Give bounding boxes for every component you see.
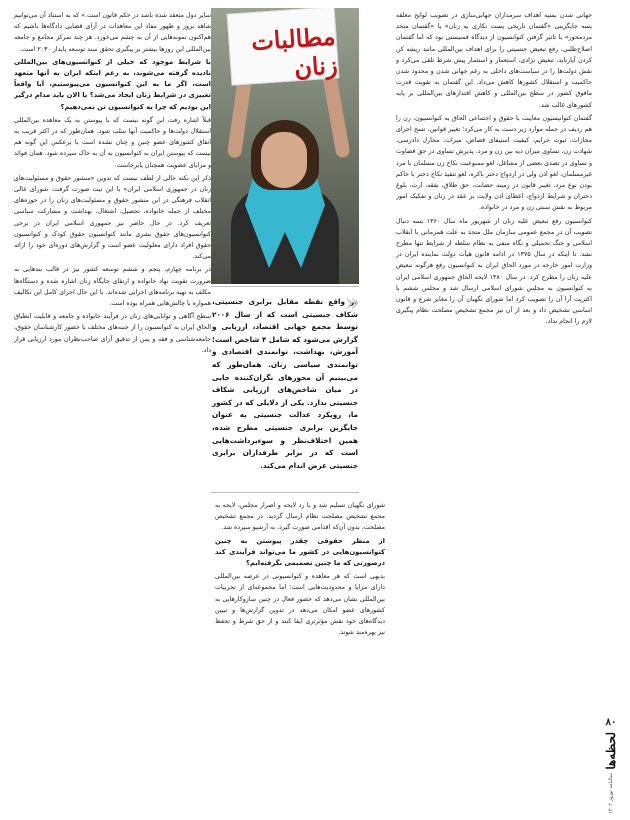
protest-sign-text: مطالبات زنان bbox=[250, 21, 339, 83]
paragraph: جهانی شدن بسیه اهداف سرمداران جهانی‌سازی در تصویب لوایح مغلقه بسه جایگزینی «گفتمان تاریخی پست نکاری به زنان» یا «گفتمان متحد مردمحور» با تاثیر گرفتن کنوانسیون از دیدگاه فمنیستی بود که اما گفتمان اصلاح‌طلبی، رفع تبعیض جنسیتی را برای اهداف بین‌المللی مانند ریشه کن کردن آپارتاید، تبعیض نژادی، استعمار و استثمار پیش شرط تلقی می‌کرد و نقش دولت‌ها را در سیاست‌های داخلی به رغم جهانی شدن و محدود شدن حاکمیت و استقلال کشورها کاهش می‌داد. این گفتمان به تقویت قدرت مافوق کشور در سطح بین‌المللی و کاهش اقتدارهای بین‌المللی بر پایه کشورهای غالب شد. bbox=[396, 12, 592, 109]
interview-question: از منظر حقوقی چقدر پیوستن به چنین کنوانسیون‌هایی در کشور ما می‌تواند فرآیندی کند درصورتی که ما چنین تصمیمی نگرفته‌ایم؟ bbox=[215, 536, 385, 568]
paragraph: کنوانسیون رفع تبعیض علیه زنان از شهریور ماه سال ۱۳۶۰ بسه دنبال تصویب آن در مجمع عمومی سازمان ملل متحد به علت همزمانی با انقلاب اسلامی و جنگ تحمیلی و نگاه منفی به نظام سلطه از شرایط تنها مطرح نشد. تا اینکه در سال ۱۳۷۵ در ادامه قانون هیأت دولت نماینده ایران در وزارت امور خارجه در مورد الحاق ایران به کنوانسیون رفع هرگونه تبعیض علیه زنان را مطرح کرد. در سال ۱۳۸۰ لایحه الحاق جمهوری اسلامی ایران به کنوانسیون به مجلس شورای اسلامی ارسال شد و مجلس ششم با اکثریت آرا آن را تصویب کرد اما شورای نگهبان آن را مغایر شرع و قانون اساسی تشخیص داد و بعد از آن نیز مجمع تشخیص مصلحت نظام پیگیری لازم را انجام نداد. bbox=[396, 217, 592, 326]
middle-column bbox=[215, 500, 385, 800]
pull-quote-text: در واقع نقطه مقابل برابری جنسیتی، شکاف جنسیتی است که از سال ۲۰۰۶ توسط مجمع جهانی اقتصاد، ارزیابی و گزارش می‌شود که شامل ۴ شاخص است؛ آموزش، بهداشت، توانمندی اقتصادی و توانمندی سیاسی زنان. همان‌طور که می‌بینیم آن محورهای نگران‌کننده جایی در میان شاخص‌های ارزیابی شکاف جنسیتی ندارد. یکی از دلایلی که در کشور ما، رویکرد عدالت جنسیتی به عنوان جایگزین برابری جنسیتی مطرح شده، همین اختلاف‌نظر و سوءبرداشت‌هایی است که در برابر طرفداران برابری جنسیتی عرض اندام می‌کند. bbox=[212, 297, 358, 470]
magazine-logo: لحظه‌ها bbox=[604, 731, 618, 770]
divider-top bbox=[211, 286, 359, 287]
paragraph: شورای نگهبان تسلیم شد و با رد لایحه و اصرار مجلس، لایحه به مجمع تشخیص مصلحت نظام ارسال گردید. در مجمع تشخیص مصلحت، بدون آن‌که اقدامی صورت گیرد، به آرشیو سپرده شد. bbox=[215, 502, 385, 532]
paragraph: در برنامه چهارم، پنجم و ششم توسعه کشور نیز در قالب بندهایی به ضرورت تقویت نهاد خانواده و ارتقای جایگاه زنان اشاره شده و دستگاه‌ها مکلف به تهیه برنامه‌های اجرایی شده‌اند. با این حال اجرای کامل این تکالیف همواره با چالش‌هایی همراه بوده است. bbox=[14, 266, 211, 308]
page-footer bbox=[596, 717, 626, 814]
pull-quote bbox=[212, 288, 360, 484]
divider-bottom bbox=[211, 492, 359, 493]
paragraph: بدیهی است که هر معاهده و کنوانسیونی در عرصه بین‌المللی دارای مزایا و محدودیت‌هایی است؛ اما مجموعه‌ای از تجربیات بین‌المللی نشان می‌دهد که حضور فعال در چنین سازوکارهایی به کشورهای عضو امکان می‌دهد در تدوین گزارش‌ها و تبیین دیدگاه‌های خود نقش مؤثرتری ایفا کنند و از حق شرط و تحفظ نیز بهره‌مند شوند. bbox=[215, 573, 385, 637]
paragraph: قبلاً اشاره رفت این گونه نیست که با پیوستن به یک معاهده بین‌المللی استقلال دولت‌ها و حاکمیت آنها سلب شود. همان‌طور که در اکثر قریب به اتفاق کشورهای عضو چنین و چنان نشده است با برعکس این گونه هم نیست که پیوستن ایران به کنوانسیون به آن به خاک سپرده شود. همان فوائد و مزایای عضویت همچنان پابرجاست. bbox=[14, 116, 211, 169]
paragraph: گفتمان کنوانیسیون مغایبت با حقوق و اجتماعی الحاق به کنوانسیون، زن را هم ردیف در جمله موارد زیر دست به کار می‌کرد؛ تغییر قوانین، نسخ اجرای مجازات، ثبوت جرایم، کیفیت استیفای قصاص، میراث، محارل دادرسی، شهادت زن، تساوی میزان دیه بین زن و مرد، پذیرش تساوی در حق قضاوت و تساوی در تصدی بعضی از مشاغل، لغو ممنوعیت نکاح زن مسلمان با مرد غیرمسلمان، لغو اذن ولی در ازدواج دختر باکره، لغو تنفیذ نکاح دختر با حاکم بودن نوع مرد، تغییر قانون در زمینه حضانت، حق طلاق، نفقه، ارث، بلوغ دختران و شرایط ازدواج، اعطای اذن ولایت بر عقد در زنان و تفکیک امور مربوط به نقش سنتی زن و مرد در خانواده. bbox=[396, 114, 592, 212]
page-number: ۸۰ bbox=[605, 716, 617, 728]
paragraph: سایر دول متعقد شده باشد در حکم قانون است.» که به استناد آن می‌توانیم شاهد بروز و ظهور مفاد این معاهدات در آرای قضایی دادگاه‌ها باشیم که هم‌اکنون نمونه‌هایی از آن به چشم می‌خورد. هر چند تمرکز مجامع و جامعه بین‌المللی این روزها بیشتر بر پیگیری تحقق سند توسعه پایدار ۲۰۳۰ است. bbox=[14, 12, 211, 53]
right-column bbox=[396, 10, 592, 800]
protest-photo bbox=[211, 8, 359, 284]
paragraph: ذکر این نکته خالی از لطف نیست که تدوین «منشور حقوق و مسئولیت‌های زنان در جمهوری اسلامی ایران» با این نیت صورت گرفت. شورای عالی انقلاب فرهنگی در این منشور حقوق و مسئولیت‌های زنان را در حوزه‌های مختلف از جمله خانواده، تحصیل، اشتغال، بهداشت و مشارکت سیاسی تعریف کرد. در حال حاضر نیز جمهوری اسلامی ایران در برخی کنوانسیون‌های حقوق بشری مانند کنوانسیون حقوق کودک و کنوانسیون حقوق افراد دارای معلولیت عضو است و گزارش‌های دوره‌ای خود را ارائه می‌کند. bbox=[14, 174, 211, 261]
issue-label: سالنامه نوروز ۱۴۰۲ bbox=[608, 773, 614, 814]
interview-question: با شرایط موجود که خیلی از کنوانسیون‌های بین‌المللی نادیده گرفته می‌شوند، به رغم اینکه ایران به آنها متعهد است، اگر ما به این کنوانسیون می‌پیوستیم، آیا واقعاً تغییری در شرایط زنان ایجاد می‌شد؟ یا الان باید مدام درگیر این بودیم که چرا به کنوانسیون تن نمی‌دهیم؟ bbox=[14, 57, 211, 111]
paragraph: سطح آگاهی و توانایی‌های زنان در فرآیند خانواده و جامعه و قابلیت انطباق الحاق ایران به کنوانسیون را از جنبه‌های مختلف با حضور کارشناسان حقوق، جامعه‌شناسی و فقه و پس از تدقیق آرای صاحب‌نظران مورد ارزیابی قرار داد. bbox=[14, 313, 211, 354]
left-column bbox=[14, 10, 211, 802]
protest-sign bbox=[227, 8, 340, 86]
quote-mark-icon: « bbox=[344, 288, 360, 318]
